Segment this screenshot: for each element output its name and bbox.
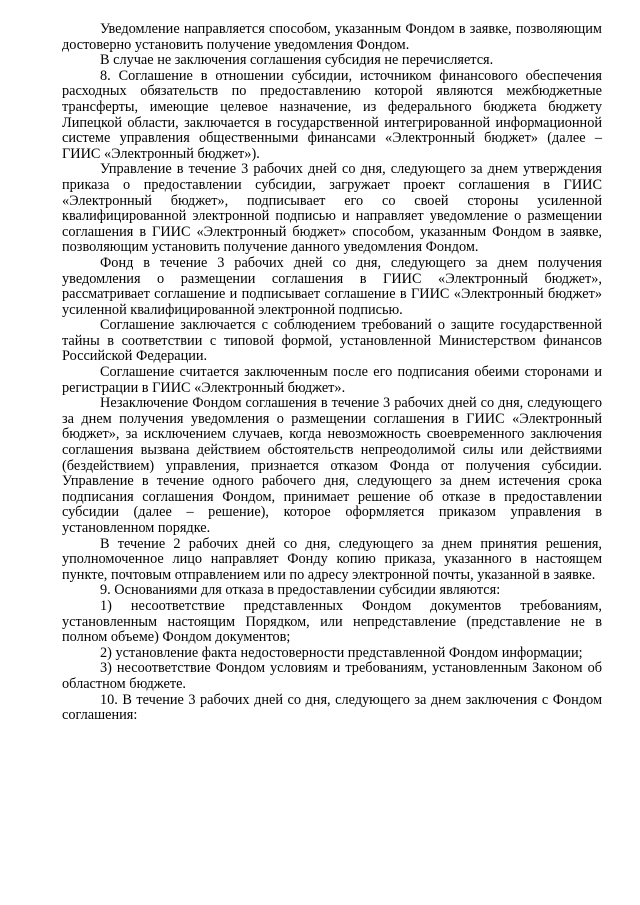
paragraph-ground-3: 3) несоответствие Фондом условиям и требованиям, установленным Законом об областном бюджете. bbox=[62, 660, 602, 692]
paragraph-state-secret: Соглашение заключается с соблюдением требований о защите государственной тайны в соответствии с типовой формой, установленной Министерством финансов Российской Федерации. bbox=[62, 317, 602, 365]
paragraph-copy-of-order: В течение 2 рабочих дней со дня, следующего за днем принятия решения, уполномоченное лицо направляет Фонду копию приказа, указанного в настоящем пункте, почтовым отправлением или по адресу электронной почты, указанной в заявке. bbox=[62, 535, 602, 583]
document-page bbox=[62, 22, 602, 724]
paragraph-agreement-concluded: Соглашение считается заключенным после его подписания обеими сторонами и регистрации в ГИИС «Электронный бюджет». bbox=[62, 364, 602, 396]
paragraph-item-8: 8. Соглашение в отношении субсидии, источником финансового обеспечения расходных обязательств по предоставлению которой являются межбюджетные трансферты, имеющие целевое назначение, из федерального бюджета бюджету Липецкой области, заключается в государственной интегрированной информационной системе управления общественными финансами «Электронный бюджет» (далее – ГИИС «Электронный бюджет»). bbox=[62, 67, 602, 162]
paragraph-ground-1: 1) несоответствие представленных Фондом документов требованиям, установленным настоящим Порядком, или непредставление (представление не в полном объеме) Фондом документов; bbox=[62, 597, 602, 646]
paragraph-non-conclusion: Незаключение Фондом соглашения в течение 3 рабочих дней со дня, следующего за днем получения уведомления о размещении соглашения в ГИИС «Электронный бюджет», за исключением случаев, когда невозможность своевременного заключения соглашения вызвана действием обстоятельств непреодолимой силы или действиями (бездействием) управления, признается отказом Фонда от получения субсидии. Управление в течение одного рабочего дня, следующего за днем истечения срока подписания соглашения Фондом, принимает решение об отказе в предоставлении субсидии (далее – решение), которое оформляется приказом управления в установленном порядке. bbox=[62, 395, 602, 536]
paragraph-item-9: 9. Основаниями для отказа в предоставлении субсидии являются: bbox=[100, 582, 501, 599]
paragraph-administration-uploads: Управление в течение 3 рабочих дней со дня, следующего за днем утверждения приказа о предоставлении субсидии, загружает проект соглашения в ГИИС «Электронный бюджет», подписывает его со своей стороны усиленной квалифицированной электронной подписью и направляет уведомление о размещении соглашения в ГИИС «Электронный бюджет» способом, указанным Фондом в заявке, позволяющим установить получение данного уведомления Фондом. bbox=[62, 161, 602, 256]
paragraph-fund-signs: Фонд в течение 3 рабочих дней со дня, следующего за днем получения уведомления о размещении соглашения в ГИИС «Электронный бюджет», рассматривает соглашение и подписывает соглашение в ГИИС «Электронный бюджет» усиленной квалифицированной электронной подписью. bbox=[62, 254, 602, 318]
paragraph-ground-2: 2) установление факта недостоверности представленной Фондом информации; bbox=[100, 644, 583, 661]
paragraph-notification-method: Уведомление направляется способом, указанным Фондом в заявке, позволяющим достоверно установить получение уведомления Фондом. bbox=[62, 21, 602, 53]
paragraph-item-10: 10. В течение 3 рабочих дней со дня, следующего за днем заключения с Фондом соглашения: bbox=[62, 691, 602, 724]
paragraph-no-agreement: В случае не заключения соглашения субсидия не перечисляется. bbox=[100, 52, 494, 69]
